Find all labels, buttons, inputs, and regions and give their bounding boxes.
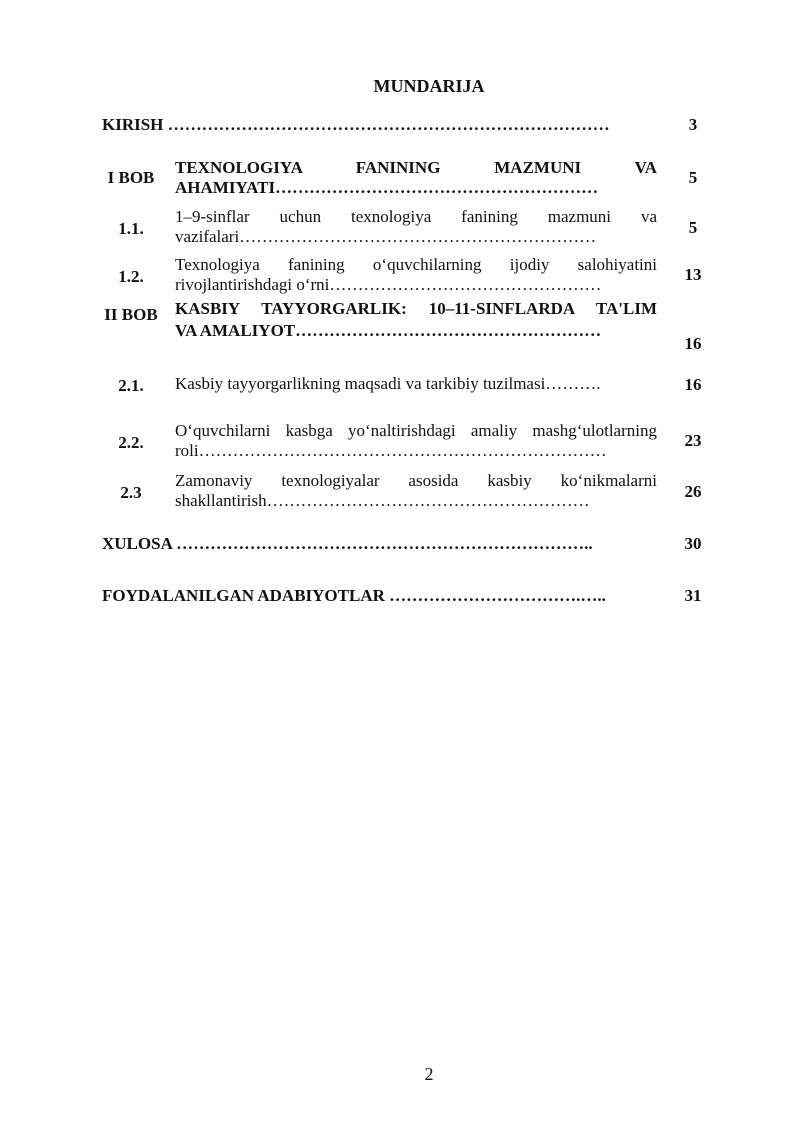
toc-entry-number: 2.1. (118, 376, 144, 395)
toc-entry-line2: rivojlantirishdagi oʻrni………………………………………… (175, 275, 602, 294)
toc-entry-title (175, 255, 657, 295)
toc-entry-line1: Texnologiya fanining oʻquvchilarning ijodiy salohiyatini (175, 255, 657, 274)
toc-page-number: 31 (684, 586, 702, 605)
page-number-footer: 2 (424, 1064, 434, 1084)
toc-page-number: 3 (688, 115, 698, 134)
toc-entry-number: 2.2. (118, 433, 144, 452)
toc-page-number: 5 (688, 168, 698, 187)
toc-page-number: 30 (684, 534, 702, 553)
toc-entry-line1: Zamonaviy texnologiyalar asosida kasbiy koʻnikmalarni (175, 471, 657, 490)
toc-entry-number: I BOB (107, 168, 155, 187)
page-title: MUNDARIJA (373, 76, 485, 96)
toc-entry-title (175, 207, 657, 247)
toc-entry-line1: TEXNOLOGIYA FANINING MAZMUNI VA (175, 158, 657, 177)
toc-entry-title (175, 471, 657, 511)
toc-entry-line2: VA AMALIYOT……………………………………………… (175, 321, 602, 340)
toc-entry-line1: 1–9-sinflar uchun texnologiya fanining mazmuni va (175, 207, 657, 226)
toc-entry-number: 1.2. (118, 267, 144, 286)
toc-entry-title (175, 158, 657, 198)
toc-entry-line2: AHAMIYATI………………………………………………… (175, 178, 599, 197)
toc-entry-label: FOYDALANILGAN ADABIYOTLAR …………………………….….. (102, 586, 606, 605)
toc-entry-line2: shakllantirish………………………………………………… (175, 491, 590, 510)
toc-entry-title (175, 421, 657, 461)
toc-page-number: 5 (688, 218, 698, 237)
toc-entry-number: 1.1. (118, 219, 144, 238)
toc-entry-number: 2.3 (120, 483, 142, 502)
toc-entry-label: KIRISH …………………………………………………………………… (102, 115, 610, 134)
toc-entry-number: II BOB (104, 305, 158, 324)
toc-entry-line1: KASBIY TAYYORGARLIK: 10–11-SINFLARDA TA'LIM (175, 299, 657, 318)
toc-page-number: 26 (684, 482, 702, 501)
toc-page-number: 16 (684, 375, 702, 394)
toc-entry-line2: vazifalari……………………………………………………… (175, 227, 597, 246)
toc-page-number: 13 (684, 265, 702, 284)
toc-entry-title (175, 299, 657, 341)
toc-page-number: 23 (684, 431, 702, 450)
toc-page-number: 16 (684, 334, 702, 353)
toc-entry-title: Kasbiy tayyorgarlikning maqsadi va tarkibiy tuzilmasi………. (175, 374, 601, 393)
toc-entry-label: XULOSA ……………………………………………………………….. (102, 534, 593, 553)
toc-entry-line2: roli……………………………………………………………… (175, 441, 607, 460)
toc-entry-line1: Oʻquvchilarni kasbga yoʻnaltirishdagi amaliy mashgʻulotlarning (175, 421, 657, 440)
